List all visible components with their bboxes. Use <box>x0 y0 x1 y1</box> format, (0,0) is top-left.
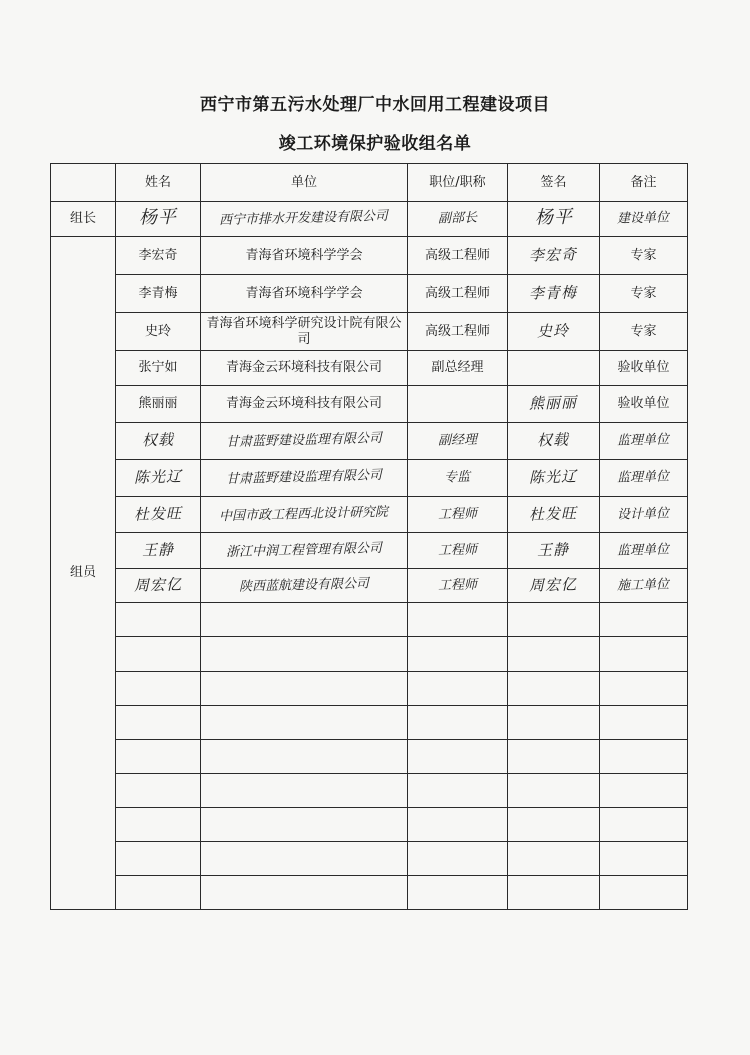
member-title: 高级工程师 <box>408 237 508 275</box>
member-note: 专家 <box>600 313 688 351</box>
member-unit: 甘肃蓝野建设监理有限公司 <box>201 460 408 497</box>
member-note: 专家 <box>600 237 688 275</box>
empty-row <box>51 774 688 808</box>
member-sign: 史玲 <box>508 313 600 351</box>
header-title: 职位/职称 <box>408 164 508 202</box>
member-sign <box>508 351 600 386</box>
member-name: 熊丽丽 <box>116 386 201 423</box>
leader-row <box>51 202 688 237</box>
member-name: 史玲 <box>116 313 201 351</box>
header-sign: 签名 <box>508 164 600 202</box>
empty-row <box>51 637 688 672</box>
member-unit <box>201 774 408 808</box>
member-note <box>600 808 688 842</box>
member-sign <box>508 637 600 672</box>
member-title: 专监 <box>408 460 508 497</box>
member-note <box>600 876 688 910</box>
member-unit <box>201 603 408 637</box>
member-sign: 周宏亿 <box>508 569 600 603</box>
empty-row <box>51 603 688 637</box>
member-note: 监理单位 <box>600 460 688 497</box>
members-role: 组员 <box>51 237 116 910</box>
member-sign: 王静 <box>508 533 600 569</box>
member-sign <box>508 672 600 706</box>
member-sign <box>508 603 600 637</box>
member-row <box>51 275 688 313</box>
member-name <box>116 740 201 774</box>
member-name <box>116 876 201 910</box>
member-row <box>51 497 688 533</box>
member-note <box>600 774 688 808</box>
leader-name: 杨平 <box>116 202 201 237</box>
member-row <box>51 569 688 603</box>
member-sign <box>508 808 600 842</box>
leader-sign: 杨平 <box>508 202 600 237</box>
member-title: 副经理 <box>408 423 508 460</box>
member-note <box>600 603 688 637</box>
member-name: 陈光辽 <box>116 460 201 497</box>
member-title <box>408 603 508 637</box>
empty-row <box>51 672 688 706</box>
member-note: 验收单位 <box>600 386 688 423</box>
empty-row <box>51 876 688 910</box>
member-row <box>51 351 688 386</box>
member-unit <box>201 740 408 774</box>
member-unit: 青海省环境科学研究设计院有限公司 <box>201 313 408 351</box>
member-name: 权载 <box>116 423 201 460</box>
member-row <box>51 237 688 275</box>
member-title <box>408 842 508 876</box>
member-unit: 青海金云环境科技有限公司 <box>201 386 408 423</box>
header-note: 备注 <box>600 164 688 202</box>
member-unit: 青海省环境科学学会 <box>201 275 408 313</box>
member-unit: 陕西蓝航建设有限公司 <box>201 569 408 603</box>
member-name <box>116 808 201 842</box>
member-title <box>408 774 508 808</box>
member-sign: 李宏奇 <box>508 237 600 275</box>
member-unit <box>201 876 408 910</box>
member-row <box>51 423 688 460</box>
member-note: 施工单位 <box>600 569 688 603</box>
member-unit <box>201 672 408 706</box>
header-row <box>51 164 688 202</box>
member-row <box>51 460 688 497</box>
member-note <box>600 842 688 876</box>
member-sign <box>508 740 600 774</box>
member-name <box>116 842 201 876</box>
member-note: 设计单位 <box>600 497 688 533</box>
member-name <box>116 706 201 740</box>
member-sign <box>508 876 600 910</box>
member-title: 高级工程师 <box>408 313 508 351</box>
member-note: 监理单位 <box>600 423 688 460</box>
empty-row <box>51 740 688 774</box>
empty-row <box>51 706 688 740</box>
leader-role: 组长 <box>51 202 116 237</box>
member-unit <box>201 706 408 740</box>
member-unit <box>201 808 408 842</box>
member-sign: 李青梅 <box>508 275 600 313</box>
member-name: 张宁如 <box>116 351 201 386</box>
member-title <box>408 706 508 740</box>
member-title <box>408 386 508 423</box>
member-sign <box>508 774 600 808</box>
member-title: 工程师 <box>408 533 508 569</box>
member-sign: 权载 <box>508 423 600 460</box>
leader-unit: 西宁市排水开发建设有限公司 <box>201 202 408 237</box>
member-title: 工程师 <box>408 569 508 603</box>
header-unit: 单位 <box>201 164 408 202</box>
member-unit: 青海省环境科学学会 <box>201 237 408 275</box>
empty-row <box>51 808 688 842</box>
member-name: 李宏奇 <box>116 237 201 275</box>
member-sign <box>508 842 600 876</box>
member-title <box>408 808 508 842</box>
header-role <box>51 164 116 202</box>
empty-row <box>51 842 688 876</box>
member-note <box>600 740 688 774</box>
leader-note: 建设单位 <box>600 202 688 237</box>
header-name: 姓名 <box>116 164 201 202</box>
member-unit: 甘肃蓝野建设监理有限公司 <box>201 423 408 460</box>
member-note: 验收单位 <box>600 351 688 386</box>
member-name: 王静 <box>116 533 201 569</box>
member-name: 李青梅 <box>116 275 201 313</box>
member-sign: 陈光辽 <box>508 460 600 497</box>
member-note <box>600 706 688 740</box>
member-name <box>116 637 201 672</box>
member-title: 副总经理 <box>408 351 508 386</box>
member-sign <box>508 706 600 740</box>
member-title <box>408 876 508 910</box>
member-unit: 浙江中润工程管理有限公司 <box>201 533 408 569</box>
member-title: 高级工程师 <box>408 275 508 313</box>
title-line1: 西宁市第五污水处理厂中水回用工程建设项目 <box>200 95 550 115</box>
member-name <box>116 774 201 808</box>
member-name <box>116 672 201 706</box>
member-title: 工程师 <box>408 497 508 533</box>
title-line2: 竣工环境保护验收组名单 <box>278 134 472 154</box>
leader-title: 副部长 <box>408 202 508 237</box>
member-name: 杜发旺 <box>116 497 201 533</box>
member-sign: 熊丽丽 <box>508 386 600 423</box>
member-name <box>116 603 201 637</box>
member-row <box>51 533 688 569</box>
member-sign: 杜发旺 <box>508 497 600 533</box>
member-unit <box>201 842 408 876</box>
member-table <box>50 163 688 910</box>
member-note <box>600 637 688 672</box>
member-row <box>51 386 688 423</box>
member-title <box>408 740 508 774</box>
member-note: 监理单位 <box>600 533 688 569</box>
member-note <box>600 672 688 706</box>
member-unit <box>201 637 408 672</box>
member-unit: 中国市政工程西北设计研究院 <box>201 497 408 533</box>
member-note: 专家 <box>600 275 688 313</box>
member-name: 周宏亿 <box>116 569 201 603</box>
member-title <box>408 637 508 672</box>
member-title <box>408 672 508 706</box>
member-row <box>51 313 688 351</box>
member-unit: 青海金云环境科技有限公司 <box>201 351 408 386</box>
